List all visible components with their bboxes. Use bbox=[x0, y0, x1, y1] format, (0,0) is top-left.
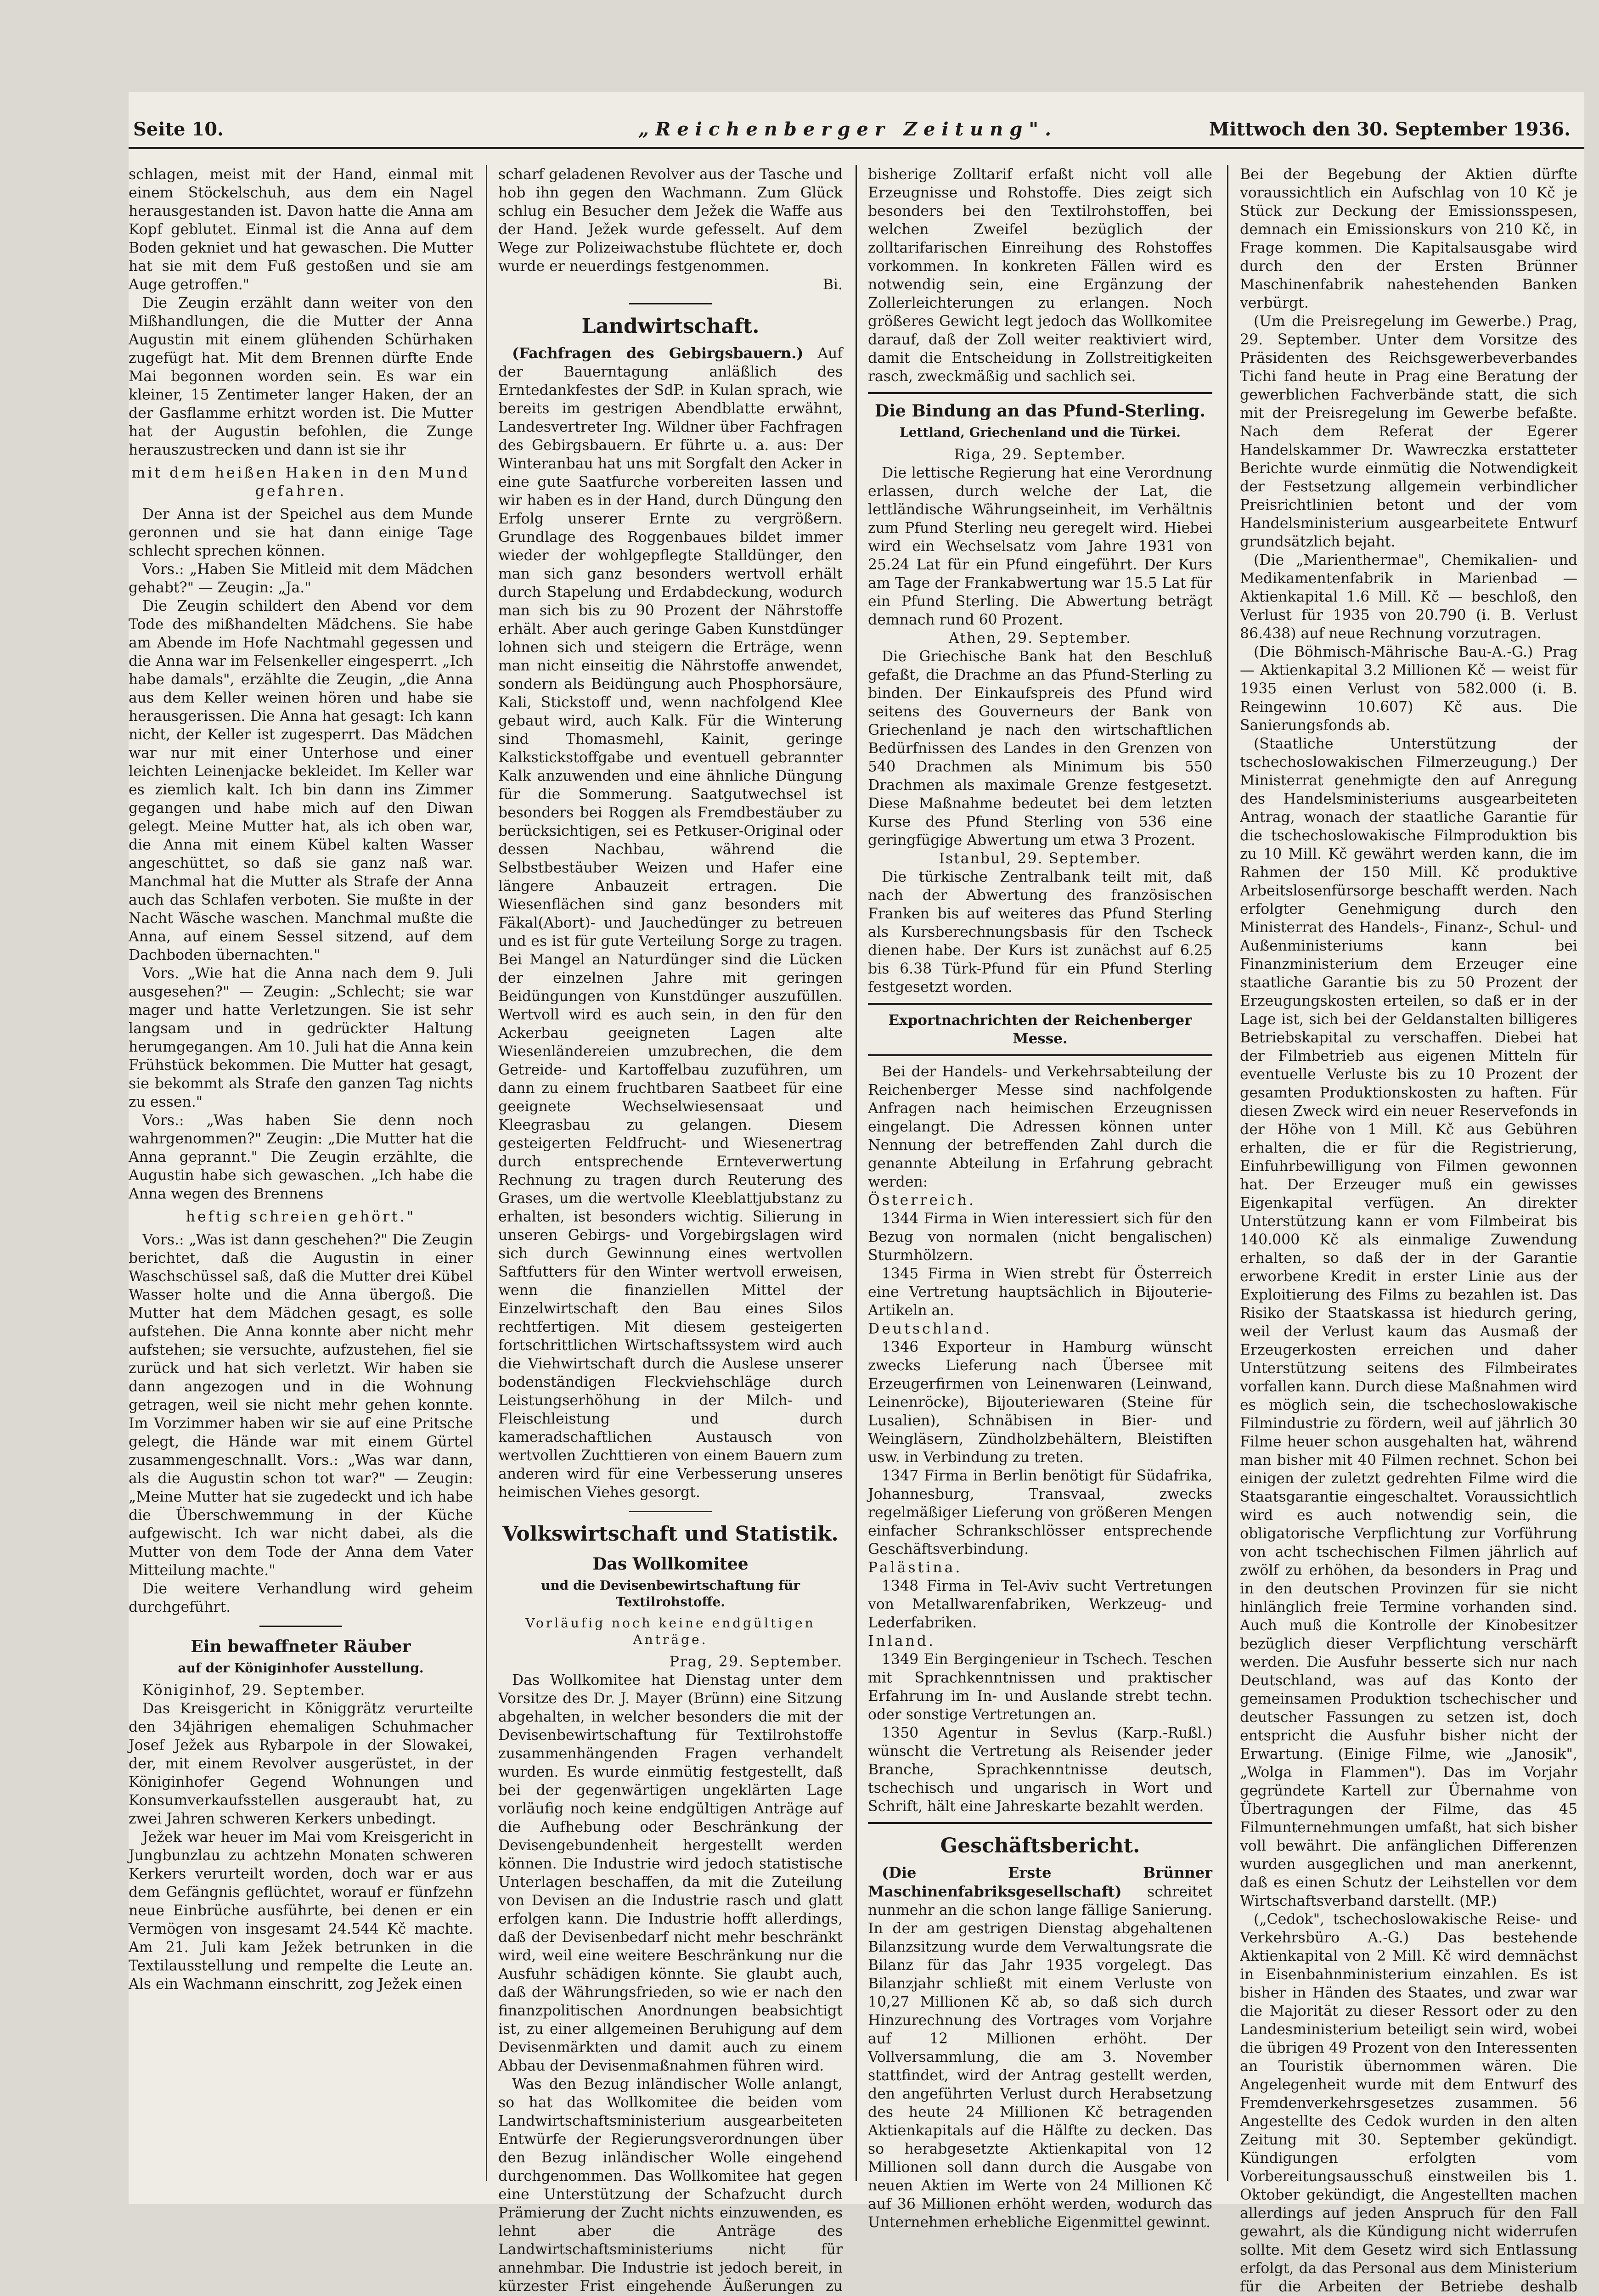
paragraph: Auf der Bauerntagung anläßlich des Erntedankfestes der SdP. in Kulan sprach, wie bereits im gestrigen Abendblatte erwähnt, Landesvertreter Ing. Wildner über Fachfragen des Gebirgsbauern. Er führte u. a. aus: Der Winteranbau hat uns mit Sorgfalt den Acker in eine gute Saatfurche vorbereiten lassen und wir haben es in der Hand, durch Düngung den Erfolg unserer Ernte zu vergrößern. Grundlage des Roggenbaues bildet immer wieder der wohlgepflegte Stalldünger, den man sich ganz besonders wertvoll erhält durch Stapelung und Erdabdeckung, wodurch man sich bis zu 90 Prozent der Nährstoffe erhält. Aber auch geringe Gaben Kunstdünger lohnen sich und steigern die Erträge, wenn man nicht einseitig die Nährstoffe anwendet, sondern als Beidüngung auch Phosphorsäure, Kali, Stickstoff und, wenn nachfolgend Klee gebaut wird, auch Kalk. Für die Winterung sind Thomasmehl, Kainit, geringe Kalkstickstoffgabe und eventuell gebrannter Kalk anzuwenden und eine ähnliche Düngung für die Sommerung. Saatgutwechsel ist besonders bei Roggen als Fremdbestäuber zu berücksichtigen, sei es Petkuser-Original oder dessen Nachbau, während die Selbstbestäuber Weizen und Hafer eine längere Anbauzeit ertragen. Die Wiesenflächen sind ganz besonders mit Fäkal(Abort)- und Jauchedünger zu betreuen und es ist für gute Verteilung Sorge zu tragen. Bei Mangel an Naturdünger sind die Lücken der einzelnen Jahre mit geringen Beidüngungen von Kunstdünger auszufüllen. Wertvoll wird es auch sein, in den für den Ackerbau geeigneten Lagen alte Wiesenländereien umzubrechen, die dem Getreide- und Kartoffelbau zuzuführen, um dann zu einem fruchtbaren Saatbeet für eine geeignete Wechselwiesensaat und Kleegrasbau zu gelangen. Diesem gesteigerten Feldfrucht- und Wiesenertrag durch entsprechende Ernteverwertung Rechnung zu tragen durch Reuterung des Grases, um die wertvolle Kleeblattjubstanz zu erhalten, ist besonders wichtig. Silierung in unseren Gebirgs- und Vorgebirgslagen wird sich durch Gewinnung eines wertvollen Saftfutters für den Winter wertvoll erweisen, wenn die finanziellen Mittel der Einzelwirtschaft den Bau eines Silos rechtfertigen. Mit diesem gesteigerten fortschrittlichen Wirtschaftssystem wird auch die Viehwirtschaft durch die Auslese unserer bodenständigen Fleckviehschläge durch Leistungserhöhung in der Milch- und Fleischleistung und durch kameradschaftlichen Austausch von wertvollen Zuchttieren von einem Bauern zum anderen wird für eine Verbesserung unseres heimischen Viehes gesorgt. bbox=[498, 345, 843, 1501]
dateline: Riga, 29. September. bbox=[954, 446, 1126, 463]
column-divider bbox=[856, 165, 857, 2181]
paragraph: Das Kreisgericht in Königgrätz verurteilte den 34jährigen ehemaligen Schuhmacher Josef Ježek aus Rybarpole in der Slowakei, der, mit einem Revolver ausgerüstet, in der Königinhofer Gegend Wohnungen und Konsumverkaufsstellen ausgeraubt hat, zu zwei Jahren schweren Kerkers unbedingt. bbox=[129, 1700, 473, 1827]
paragraph: schlagen, meist mit der Hand, einmal mit einem Stöckelschuh, aus dem ein Nagel herausgestanden ist. Davon hatte die Anna am Kopf geblutet. Einmal ist die Anna auf dem Boden gekniet und hat gewaschen. Die Mutter hat sie mit dem Fuß gestoßen und sie am Auge getroffen." bbox=[129, 166, 473, 293]
export-inquiry: 1350 Agentur in Sevlus (Karp.-Rußl.) wünscht die Vertretung als Reisender jeder Branche, Sprachkenntnisse deutsch, tschechisch und ungarisch in Wort und Schrift, hält eine Jahreskarte bezahlt werden. bbox=[868, 1725, 1212, 1815]
country-heading: Deutschland. bbox=[868, 1321, 992, 1337]
page-number: Seite 10. bbox=[133, 118, 224, 140]
paragraph: Bei der Handels- und Verkehrsabteilung der Reichenberger Messe sind nachfolgende Anfragen nach heimischen Erzeugnissen eingelangt. Die Adressen können unter Nennung der betreffenden Zahl durch die genannte Abteilung in Erfahrung gebracht werden: bbox=[868, 1064, 1212, 1190]
paragraph: Vors.: „Was ist dann geschehen?" Die Zeugin berichtet, daß die Augustin in einer Waschschüssel saß, daß die Mutter drei Kübel Wasser holte und die Anna übergoß. Die Mutter hat dem Mädchen gesagt, es solle aufstehen. Die Anna konnte aber nicht mehr aufstehen; sie versuchte, aufzustehen, fiel sie zurück und hat sich verletzt. Wir haben sie dann angezogen und in die Wohnung getragen, weil sie nicht mehr gehen konnte. Im Vorzimmer haben wir sie auf eine Pritsche gelegt, die Hände war mit einem Gürtel zusammengeschnallt. Vors.: „Was war dann, als die Augustin schon tot war?" — Zeugin: „Meine Mutter hat sie zugedeckt und ich habe die Überschwemmung in der Küche aufgewischt. Ich war nicht dabei, als die Mutter von dem Tode der Anna dem Vater Mitteilung machte." bbox=[129, 1232, 473, 1579]
export-inquiry: 1349 Ein Bergingenieur in Tschech. Teschen mit Sprachkenntnissen und praktischer Erfahrung im In- und Auslande strebt techn. oder sonstige Vertretungen an. bbox=[868, 1651, 1212, 1723]
dateline: Königinhof, 29. September. bbox=[142, 1682, 366, 1699]
export-inquiry: 1348 Firma in Tel-Aviv sucht Vertretungen von Metallwarenfabriken, Werkzeug- und Lederfabriken. bbox=[868, 1578, 1212, 1631]
separator-rule bbox=[868, 1054, 1212, 1056]
column-4 bbox=[1240, 165, 1577, 2296]
article-headline: Die Bindung an das Pfund-Sterling. bbox=[875, 401, 1205, 421]
separator-rule bbox=[629, 1511, 712, 1512]
export-inquiry: 1346 Exporteur in Hamburg wünscht zwecks Lieferung nach Übersee mit Erzeugerfirmen von Leinenwaren (Leinwand, Leinenröcke), Bijouteriewaren (Steine für Lusalien), Schnäbisen in Bier- und Weingläsern, Zündholzbehältern, Bleistiften usw. in Verbindung zu treten. bbox=[868, 1339, 1212, 1466]
paragraph: Die Zeugin schildert den Abend vor dem Tode des mißhandelten Mädchens. Sie habe am Abende im Hofe Nachtmahl gegessen und die Anna war im Felsenkeller eingesperrt. „Ich habe damals", erzählte die Zeugin, „die Anna aus dem Keller weinen hören und habe sie herausgerissen. Die Anna hat gesagt: Ich kann nicht, der Keller ist zugesperrt. Das Mädchen war nur mit einer Unterhose und einer leichten Leinenjacke bekleidet. Im Keller war es ziemlich kalt. Ich bin dann ins Zimmer gegangen und habe mich auf den Diwan gelegt. Meine Mutter hat, als ich oben war, die Anna mit einem Kübel kalten Wasser angeschüttet, so daß sie ganz naß war. Manchmal hat die Mutter als Strafe der Anna auch das Schlafen verboten. Sie mußte in der Nacht Wäsche waschen. Manchmal mußte die Anna, auf einem Sessel sitzend, auf dem Dachboden übernachten." bbox=[129, 598, 473, 963]
separator-rule bbox=[868, 1822, 1212, 1824]
article-subheadline: Lettland, Griechenland und die Türkei. bbox=[900, 425, 1181, 440]
column-divider bbox=[486, 165, 487, 2181]
newspaper-title: „Reichenberger Zeitung". bbox=[638, 118, 1058, 140]
dateline: Athen, 29. September. bbox=[948, 630, 1132, 647]
country-heading: Palästina. bbox=[868, 1559, 963, 1576]
export-inquiry: 1345 Firma in Wien strebt für Österreich eine Vertretung hauptsächlich in Bijouterie-Artikeln an. bbox=[868, 1266, 1212, 1319]
paragraph: Die Griechische Bank hat den Beschluß gefaßt, die Drachme an das Pfund-Sterling zu binden. Der Einkaufspreis des Pfund wird seitens des Gouverneurs der Bank von Griechenland je nach den wirtschaftlichen Bedürfnissen des Landes in den Grenzen von 540 Drachmen als Minimum bis 550 Drachmen als maximale Grenze festgesetzt. Diese Maßnahme bedeutet bei dem letzten Kurse des Pfund Sterling von 536 eine geringfügige Abwertung um etwa 3 Prozent. bbox=[868, 648, 1212, 849]
separator-rule bbox=[868, 392, 1212, 394]
paragraph: (Die Böhmisch-Mährische Bau-A.-G.) Prag — Aktienkapital 3.2 Millionen Kč — weist für 1935 einen Verlust von 582.000 (i. B. Reingewinn 10.607) Kč aus. Die Sanierungsfonds ab. bbox=[1240, 644, 1577, 734]
article-subheadline: und die Devisenbewirtschaftung für Textilrohstoffe. bbox=[541, 1578, 800, 1609]
country-heading: Inland. bbox=[868, 1633, 936, 1649]
paragraph: Die weitere Verhandlung wird geheim durchgeführt. bbox=[129, 1581, 473, 1615]
section-headline: Volkswirtschaft und Statistik. bbox=[502, 1522, 839, 1546]
paragraph: („Cedok", tschechoslowakische Reise- und Verkehrsbüro A.-G.) Das bestehende Aktienkapital von 2 Mill. Kč wird demnächst in Eisenbahnministerium einzahlen. Es ist bisher in Händen des Staates, und zwar war die Majorität zu dieser Ressort oder zu den Landesministerium beteiligt sein wird, wobei die übrigen 49 Prozent von den Interessenten an Touristik übernommen wären. Die Angelegenheit wurde mit dem Entwurf des Fremdenverkehrsgesetzes zusammen. 56 Angestellte des Cedok wurden in den alten Zeitung mit 30. September gekündigt. Kündigungen erfolgten vom Vorbereitungsausschuß einstweilen bis 1. Oktober gekündigt, die Angestellten machen allerdings auf jeden Anspruch für den Fall gewahrt, als die Kündigung nicht widerrufen sollte. Mit dem Gesetz wird sich Entlassung erfolgt, da das Personal aus dem Ministerium für die Arbeiten der Betriebe deshalb bbox=[1240, 1911, 1577, 2295]
column-3 bbox=[868, 165, 1212, 2232]
paragraph: Ježek war heuer im Mai vom Kreisgericht in Jungbunzlau zu achtzehn Monaten schweren Kerkers verurteilt worden, doch war er aus dem Gefängnis geflüchtet, worauf er fünfzehn neue Einbrüche ausführte, bei denen er ein Vermögen von insgesamt 24.544 Kč machte. Am 21. Juli kam Ježek betrunken in die Textilausstellung und rempelte die Leute an. Als ein Wachmann einschritt, zog Ježek einen bbox=[129, 1829, 473, 1992]
article-subheadline: Vorläufig noch keine endgültigen Anträge. bbox=[525, 1615, 816, 1647]
newspaper-page bbox=[129, 92, 1584, 2295]
paragraph: (Die „Marienthermae", Chemikalien- und Medikamentenfabrik in Marienbad — Aktienkapital 1.6 Mill. Kč — beschloß, den Verlust für 1935 von 20.790 (i. B. Verlust 86.438) auf neue Rechnung vorzutragen. bbox=[1240, 552, 1577, 642]
column-1 bbox=[129, 165, 473, 1993]
issue-date: Mittwoch den 30. September 1936. bbox=[1209, 118, 1571, 140]
paragraph: Der Anna ist der Speichel aus dem Munde geronnen und sie hat dann einige Tage schlecht sprechen können. bbox=[129, 506, 473, 559]
paragraph: (Staatliche Unterstützung der tschechoslowakischen Filmerzeugung.) Der Ministerrat genehmigte den auf Anregung des Handelsministeriums ausgearbeiteten Antrag, wonach der staatliche Garantie für die tschechoslowakische Filmproduktion bis zu 10 Mill. Kč gewährt werden kann, die im Rahmen der 150 Mill. Kč produktive Arbeitslosenfürsorge beschafft werden. Nach erfolgter Genehmigung durch den Ministerrat des Handels-, Finanz-, Schul- und Außenministeriums kann bei Finanzministerium dem Erzeuger eine staatliche Garantie bis zu 50 Prozent der Erzeugungskosten erteilen, so daß er in der Lage ist, sich bei der Geldanstalten billigeres Betriebskapital zu verschaffen. Diebei hat der Filmbetrieb aus eigenen Mitteln für eventuelle Verluste bis zu 10 Prozent der gesamten Produktionskosten zu haften. Für diesen Zweck wird ein neuer Reservefonds in der Höhe von 1 Mill. Kč aus Gebühren erhalten, die er für die Registrierung, Einfuhrbewilligung von Filmen gewonnen hat. Der Erzeuger muß ein gewisses Eigenkapital verfügen. An direkter Unterstützung kann er vom Filmbeirat bis 140.000 Kč als einmalige Zuwendung erhalten, so daß der in der Garantie erworbene Kredit in erster Linie aus der Exploitierung des Films zu bezahlen ist. Das Risiko der Staatskassa ist hiedurch gering, weil der Verlust kaum das Ausmaß der Erzeugerkosten erreichen und daher Unterstützung seitens des Filmbeirates vorfallen kann. Durch diese Maßnahmen wird es möglich sein, die tschechoslowakische Filmindustrie zu fördern, weil auf jährlich 30 Filme heuer schon ausgehalten hat, während man bisher mit 40 Filmen rechnet. Schon bei einigen der zuletzt gedrehten Filme wird die Staatsgarantie eingeschaltet. Voraussichtlich wird es auch notwendig sein, die obligatorische Verpflichtung zur Vorführung von acht tschechischen Filmen jährlich auf zwölf zu erhöhen, da besonders in Prag und in den deutschen Provinzen für sie nicht hinlänglich freie Termine vorhanden sind. Auch muß die Kontrolle der Kinobesitzer bezüglich dieser Verpflichtung verschärft werden. Die Ausfuhr besserte sich nur nach Deutschland, was auf das Konto der gemeinsamen Produktion tschechischer und deutscher Fassungen zu setzen ist, doch entspricht die Ausfuhr bisher nicht der Erwartung. (Einige Filme, wie „Janosik", „Wolga in Flammen"). Das im Vorjahr gegründete Kartell zur Übernahme von Übertragungen der Filme, das 45 Filmunternehmungen umfaßt, hat sich bisher voll bewährt. Die anfänglichen Differenzen wurden ausgeglichen und man anerkennt, daß es einen Schutz der Leihstellen vor dem Wirtschaftsverband darstellt. (MP.) bbox=[1240, 736, 1577, 1909]
export-inquiry: 1347 Firma in Berlin benötigt für Südafrika, Johannesburg, Transvaal, zwecks regelmäßiger Lieferung von größeren Mengen einfacher Schrankschlösser entsprechende Geschäftsverbindung. bbox=[868, 1468, 1212, 1558]
page-header bbox=[129, 118, 1584, 146]
separator-rule bbox=[868, 1003, 1212, 1005]
header-rule bbox=[129, 147, 1584, 149]
article-lead-title: (Fachfragen des Gebirgsbauern.) bbox=[512, 344, 804, 362]
article-headline: Ein bewaffneter Räuber bbox=[191, 1637, 411, 1656]
dateline: Prag, 29. September. bbox=[669, 1654, 843, 1670]
article-headline: Exportnachrichten der Reichenberger Messe. bbox=[888, 1012, 1192, 1047]
spaced-quote: heftig schreien gehört." bbox=[186, 1209, 416, 1225]
paragraph: bisherige Zolltarif erfaßt nicht voll alle Erzeugnisse und Rohstoffe. Dies zeigt sich besonders bei den Textilrohstoffen, bei welchen Zweifel bezüglich der zolltarifarischen Einreihung des Rohstoffes vorkommen. In konkreten Fällen wird es notwendig sein, eine Ergänzung der Zollerleichterungen zu erlangen. Noch größeres Gewicht legt jedoch das Wollkomitee darauf, daß der Zoll weiter reaktiviert wird, damit die Entscheidung in Zollstreitigkeiten rasch, zweckmäßig und sachlich sei. bbox=[868, 166, 1212, 385]
section-headline: Landwirtschaft. bbox=[581, 315, 760, 338]
article-headline: Das Wollkomitee bbox=[592, 1554, 749, 1574]
export-inquiry: 1344 Firma in Wien interessiert sich für den Bezug von normalen (nicht bengalischen) Sturmhölzern. bbox=[868, 1210, 1212, 1264]
column-divider bbox=[1227, 165, 1228, 2181]
paragraph: Die Zeugin erzählt dann weiter von den Mißhandlungen, die die Mutter der Anna Augustin mit einem glühenden Schürhaken zugefügt hat. Mit dem Brennen dürfte Ende Mai begonnen worden sein. Es war ein kleiner, 15 Zentimeter langer Haken, der an der Gasflamme erhitzt worden ist. Die Mutter hat der Augustin befohlen, die Zunge herauszustrecken und dann ist sie ihr bbox=[129, 295, 473, 458]
paragraph: Die türkische Zentralbank teilt mit, daß nach der Abwertung des französischen Franken bis auf weiteres das Pfund Sterling als Kursberechnungsbasis für den Tscheck dienen habe. Der Kurs ist zunächst auf 6.25 bis 6.38 Türk-Pfund für ein Pfund Sterling festgesetzt worden. bbox=[868, 869, 1212, 996]
article-lead-title: (Die Erste Brünner Maschinenfabriksgesellschaft) bbox=[868, 1864, 1212, 1900]
paragraph: Vors. „Wie hat die Anna nach dem 9. Juli ausgesehen?" — Zeugin: „Schlecht; sie war mager und hatte Verletzungen. Sie ist sehr langsam und in gedrückter Haltung herumgegangen. Am 10. Juli hat die Anna kein Frühstück bekommen. Die Mutter hat gesagt, sie bekommt als Strafe den ganzen Tag nichts zu essen." bbox=[129, 965, 473, 1110]
separator-rule bbox=[629, 303, 712, 304]
country-heading: Österreich. bbox=[868, 1192, 976, 1209]
paragraph: Die lettische Regierung hat eine Verordnung erlassen, durch welche der Lat, die lettländische Währungseinheit, im Verhältnis zum Pfund Sterling neu geregelt wird. Hiebei wird ein Wechselsatz vom Jahre 1931 von 25.24 Lat für ein Pfund eingeführt. Der Kurs am Tage der Frankabwertung war 15.5 Lat für ein Pfund Sterling. Die Abwertung beträgt demnach rund 60 Prozent. bbox=[868, 465, 1212, 628]
paragraph: scharf geladenen Revolver aus der Tasche und hob ihn gegen den Wachmann. Zum Glück schlug ein Besucher dem Ježek die Waffe aus der Hand. Ježek wurde gefesselt. Auf dem Wege zur Polizeiwachstube flüchtete er, doch wurde er neuerdings festgenommen. bbox=[498, 166, 843, 275]
paragraph: (Um die Preisregelung im Gewerbe.) Prag, 29. September. Unter dem Vorsitze des Präsidenten des Reichsgewerbeverbandes Tichi fand heute in Prag eine Beratung der gewerblichen Fachverbände statt, die sich mit der Preisregelung im Gewerbe befaßte. Nach dem Referat der Egerer Handelskammer Dr. Wawreczka erstatteter Berichte wurde einmütig die Notwendigkeit der Festsetzung allgemein verbindlicher Preisrichtlinien betont und der vom Handelsministerium ausgearbeitete Entwurf grundsätzlich bejaht. bbox=[1240, 313, 1577, 550]
article-subheadline: auf der Königinhofer Ausstellung. bbox=[178, 1660, 424, 1676]
dateline: Istanbul, 29. September. bbox=[939, 850, 1142, 867]
separator-rule bbox=[259, 1626, 342, 1627]
paragraph: Das Wollkomitee hat Dienstag unter dem Vorsitze des Dr. J. Mayer (Brünn) eine Sitzung abgehalten, in welcher besonders die mit der Devisenbewirtschaftung für Textilrohstoffe zusammenhängenden Fragen verhandelt wurden. Es wurde einmütig festgestellt, daß bei der gegenwärtigen ungeklärten Lage vorläufig noch keine endgültigen Anträge auf die Aufhebung oder Beschränkung der Devisengebundenheit hergestellt werden können. Die Industrie wird jedoch statistische Unterlagen beschaffen, da mit die Zuteilung von Devisen an die Industrie rasch und glatt erfolgen kann. Die Industrie hofft allerdings, daß der Devisenbedarf nicht mehr beschränkt wird, weil eine weitere Beschränkung nur die Ausfuhr schädigen könnte. Sie glaubt auch, daß der Währungsfrieden, so wie er nach den finanzpolitischen Anordnungen beabsichtigt ist, zu einer allgemeinen Beruhigung auf dem Devisenmärkten und damit auch zu einem Abbau der Devisenmaßnahmen führen wird. bbox=[498, 1672, 843, 2074]
paragraph: Was den Bezug inländischer Wolle anlangt, so hat das Wollkomitee die beiden vom Landwirtschaftsministerium ausgearbeiteten Entwürfe der Regierungsverordnungen über den Bezug inländischer Wolle eingehend durchgenommen. Das Wollkomitee hat gegen eine Unterstützung der Schafzucht durch Prämierung der Zucht nichts einzuwenden, es lehnt aber die Anträge des Landwirtschaftsministeriums nicht für annehmbar. Die Industrie ist jedoch bereit, in kürzester Frist eingehende Äußerungen zu bbox=[498, 2076, 843, 2295]
spaced-quote: mit dem heißen Haken in den Mund gefahren. bbox=[131, 465, 470, 500]
paragraph: Vors.: „Was haben Sie denn noch wahrgenommen?" Zeugin: „Die Mutter hat die Anna geprannt." Die Zeugin erzählte, die Augustin habe sich gewaschen. „Ich habe die Anna wegen des Brennens bbox=[129, 1112, 473, 1202]
paragraph: schreitet nunmehr an die schon lange fällige Sanierung. In der am gestrigen Dienstag abgehaltenen Bilanzsitzung wurde dem Verwaltungsrate die Bilanz für das Jahr 1935 vorgelegt. Das Bilanzjahr schließt mit einem Verluste von 10,27 Millionen Kč ab, so daß sich durch Hinzurechnung des Vortrages vom Vorjahre auf 12 Millionen erhöht. Der Vollversammlung, die am 3. November stattfindet, wird der Antrag gestellt werden, den angeführten Verlust durch Herabsetzung des heute 24 Millionen Kč betragenden Aktienkapitals auf die Hälfte zu decken. Das so herabgesetzte Aktienkapital von 12 Millionen soll dann durch die Ausgabe von neuen Aktien im Werte von 24 Millionen Kč auf 36 Millionen erhöht werden, wodurch das Unternehmen erhebliche Eigenmittel gewinnt. bbox=[868, 1884, 1212, 2231]
section-headline: Geschäftsbericht. bbox=[940, 1834, 1140, 1857]
paragraph: Vors.: „Haben Sie Mitleid mit dem Mädchen gehabt?" — Zeugin: „Ja." bbox=[129, 561, 473, 596]
author-signature: Bi. bbox=[822, 276, 843, 293]
paragraph: Bei der Begebung der Aktien dürfte voraussichtlich ein Aufschlag von 10 Kč je Stück zur Deckung der Emissionsspesen, demnach ein Emissionskurs von 210 Kč, in Frage kommen. Die Kapitalsausgabe wird durch den der Ersten Brünner Maschinenfabrik nahestehenden Banken verbürgt. bbox=[1240, 166, 1577, 311]
column-2 bbox=[498, 165, 843, 2296]
